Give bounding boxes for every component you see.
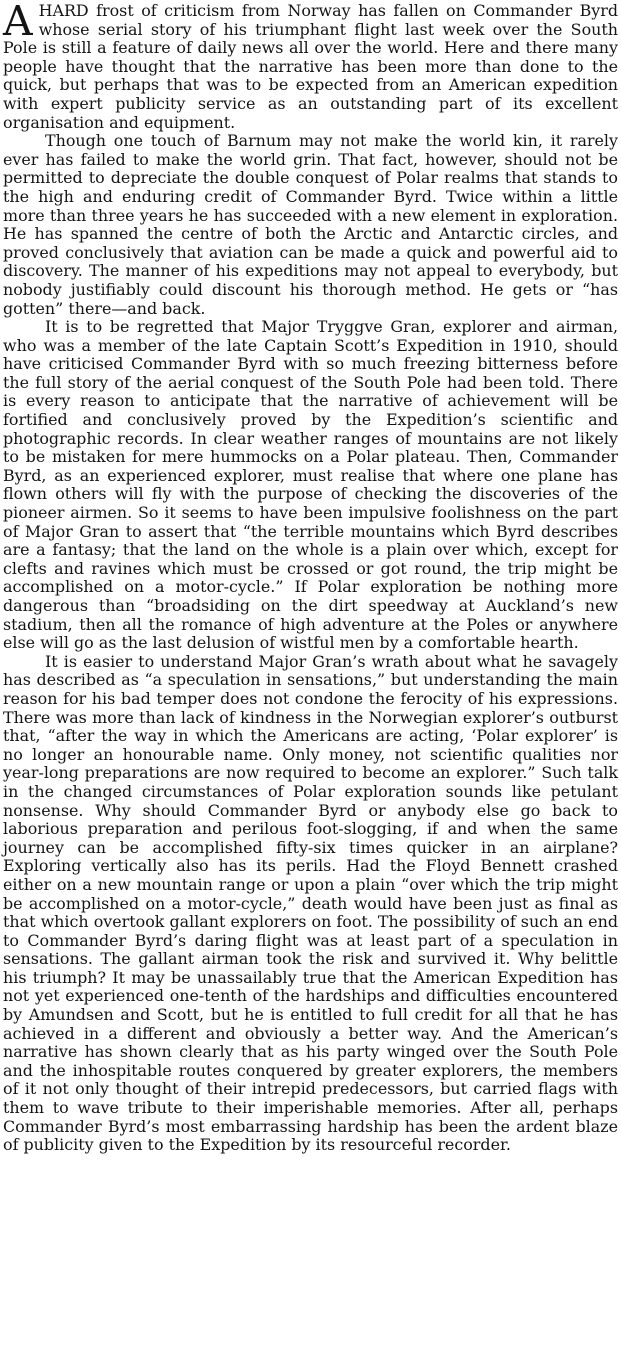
article-paragraph-2: Though one touch of Barnum may not make the world kin, it rarely ever has failed to make the world grin. That fact, however, should not be permitted to depreciate the double conquest of Polar realms that stands to the high and enduring credit of Commander Byrd. Twice within a little more than three years he has succeeded with a new element in exploration. He has spanned the centre of both the Arctic and Antarctic circles, and proved conclusively that aviation can be made a quick and powerful aid to discovery. The manner of his expeditions may not appeal to everybody, but nobody justifiably could discount his thorough method. He gets or “has gotten” there—and back.	[3, 131, 618, 318]
article-paragraph-4: It is easier to understand Major Gran’s wrath about what he savagely has described as “a speculation in sensations,” but understanding the main reason for his bad temper does not condone the ferocity of his expressions. There was more than lack of kindness in the Norwegian explorer’s outburst that, “after the way in which the Americans are acting, ‘Polar explorer’ is no longer an honourable name. Only money, not scientific qualities nor year-long preparations are now required to become an explorer.” Such talk in the changed circumstances of Polar exploration sounds like petulant nonsense. Why should Commander Byrd or anybody else go back to laborious preparation and perilous foot-slogging, if and when the same journey can be accomplished fifty-six times quicker in an airplane? Exploring vertically also has its perils. Had the Floyd Bennett crashed either on a new mountain range or upon a plain “over which the trip might be accomplished on a motor-cycle,” death would have been just as final as that which overtook gallant explorers on foot. The possibility of such an end to Commander Byrd’s daring flight was at least part of a speculation in sensations. The gallant airman took the risk and survived it. Why belittle his triumph? It may be unassailably true that the American Expedition has not yet experienced one-tenth of the hardships and difficulties encountered by Amundsen and Scott, but he is entitled to full credit for all that he has achieved in a different and obviously a better way. And the American’s narrative has shown clearly that as his party winged over the South Pole and the inhospitable routes conquered by greater explorers, the members of it not only thought of their intrepid predecessors, but carried flags with them to wave tribute to their imperishable memories. After all, perhaps Commander Byrd’s most embarrassing hardship has been the ardent blaze of publicity given to the Expedition by its resourceful recorder.	[3, 651, 618, 1155]
article-paragraph-1	[3, 2, 618, 132]
article-column	[3, 2, 618, 1155]
drop-cap: A	[3, 0, 33, 45]
article-paragraph-3: It is to be regretted that Major Tryggve Gran, explorer and airman, who was a member of the late Captain Scott’s Expedition in 1910, should have criticised Commander Byrd with so much freezing bitterness before the full story of the aerial conquest of the South Pole had been told. There is every reason to anticipate that the narrative of achievement will be fortified and conclusively proved by the Expedition’s scientific and photographic records. In clear weather ranges of mountains are not likely to be mistaken for mere hummocks on a Polar plateau. Then, Commander Byrd, as an experienced explorer, must realise that where one plane has flown others will fly with the purpose of checking the discoveries of the pioneer airmen. So it seems to have been impulsive foolishness on the part of Major Gran to assert that “the terrible mountains which Byrd describes are a fantasy; that the land on the whole is a plain over which, except for clefts and ravines which must be crossed or got round, the trip might be accomplished on a motor-cycle.” If Polar exploration be nothing more dangerous than “broadsiding on the dirt speedway at Auckland’s new stadium, then all the romance of high adventure at the Poles or anywhere else will go as the last delusion of wistful men by a comfortable hearth.	[3, 317, 618, 653]
paragraph-text: HARD frost of criticism from Norway has fallen on Commander Byrd whose serial story of his triumphant flight last week over the South Pole is still a feature of daily news all over the world. Here and there many people have thought that the narrative has been more than done to the quick, but perhaps that was to be expected from an American expedition with expert publicity service as an outstanding part of its excellent organisation and equipment.	[3, 1, 618, 132]
